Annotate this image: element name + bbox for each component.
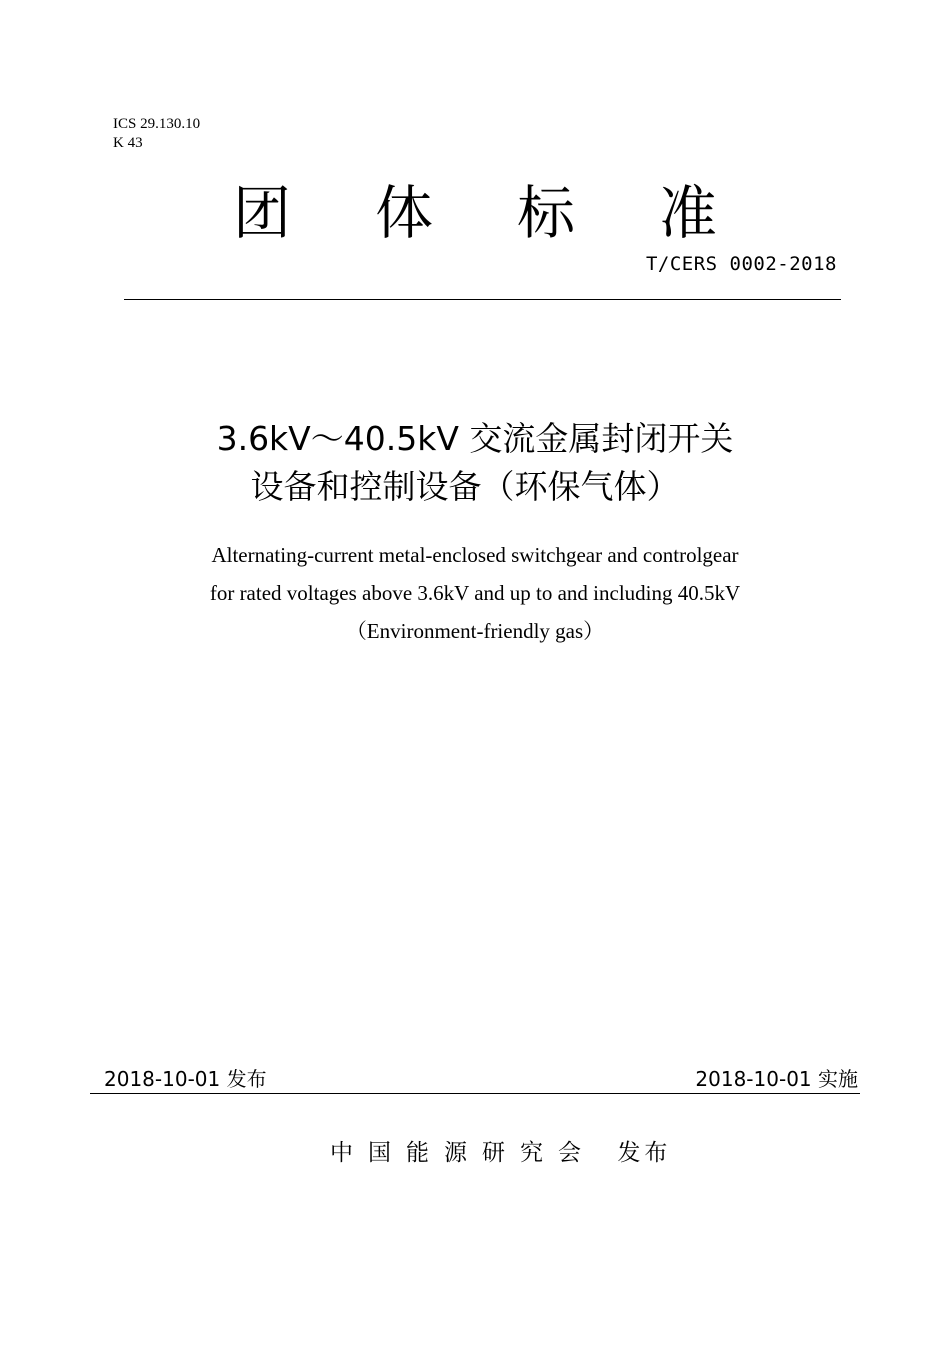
english-title-line-1: Alternating-current metal-enclosed switchgear and controlgear — [211, 543, 739, 567]
publisher-line — [330, 1138, 671, 1168]
ccs-code: K 43 — [113, 135, 143, 151]
chinese-title — [0, 415, 950, 511]
english-title — [0, 536, 950, 650]
standard-code: T/CERS 0002-2018 — [645, 253, 837, 275]
header-divider — [124, 299, 841, 300]
footer-divider — [90, 1093, 860, 1094]
english-title-line-3: （Environment-friendly gas） — [345, 619, 605, 643]
standard-type-char: 团 — [233, 179, 292, 247]
publisher-action: 发布 — [617, 1140, 672, 1166]
standard-type-char: 准 — [659, 179, 718, 247]
chinese-title-line-1: 3.6kV～40.5kV 交流金属封闭开关 — [216, 419, 734, 458]
publish-date: 2018-10-01 发布 — [104, 1067, 267, 1091]
ics-code: ICS 29.130.10 — [113, 116, 201, 132]
english-title-line-2: for rated voltages above 3.6kV and up to and including 40.5kV — [209, 581, 741, 605]
standard-type-char: 标 — [517, 179, 576, 247]
standard-type-char: 体 — [375, 179, 434, 247]
publisher-organization: 中国能源研究会 — [330, 1140, 596, 1166]
implementation-date: 2018-10-01 实施 — [695, 1067, 858, 1091]
chinese-title-line-2: 设备和控制设备（环保气体） — [250, 467, 680, 506]
classification-codes — [113, 115, 200, 153]
